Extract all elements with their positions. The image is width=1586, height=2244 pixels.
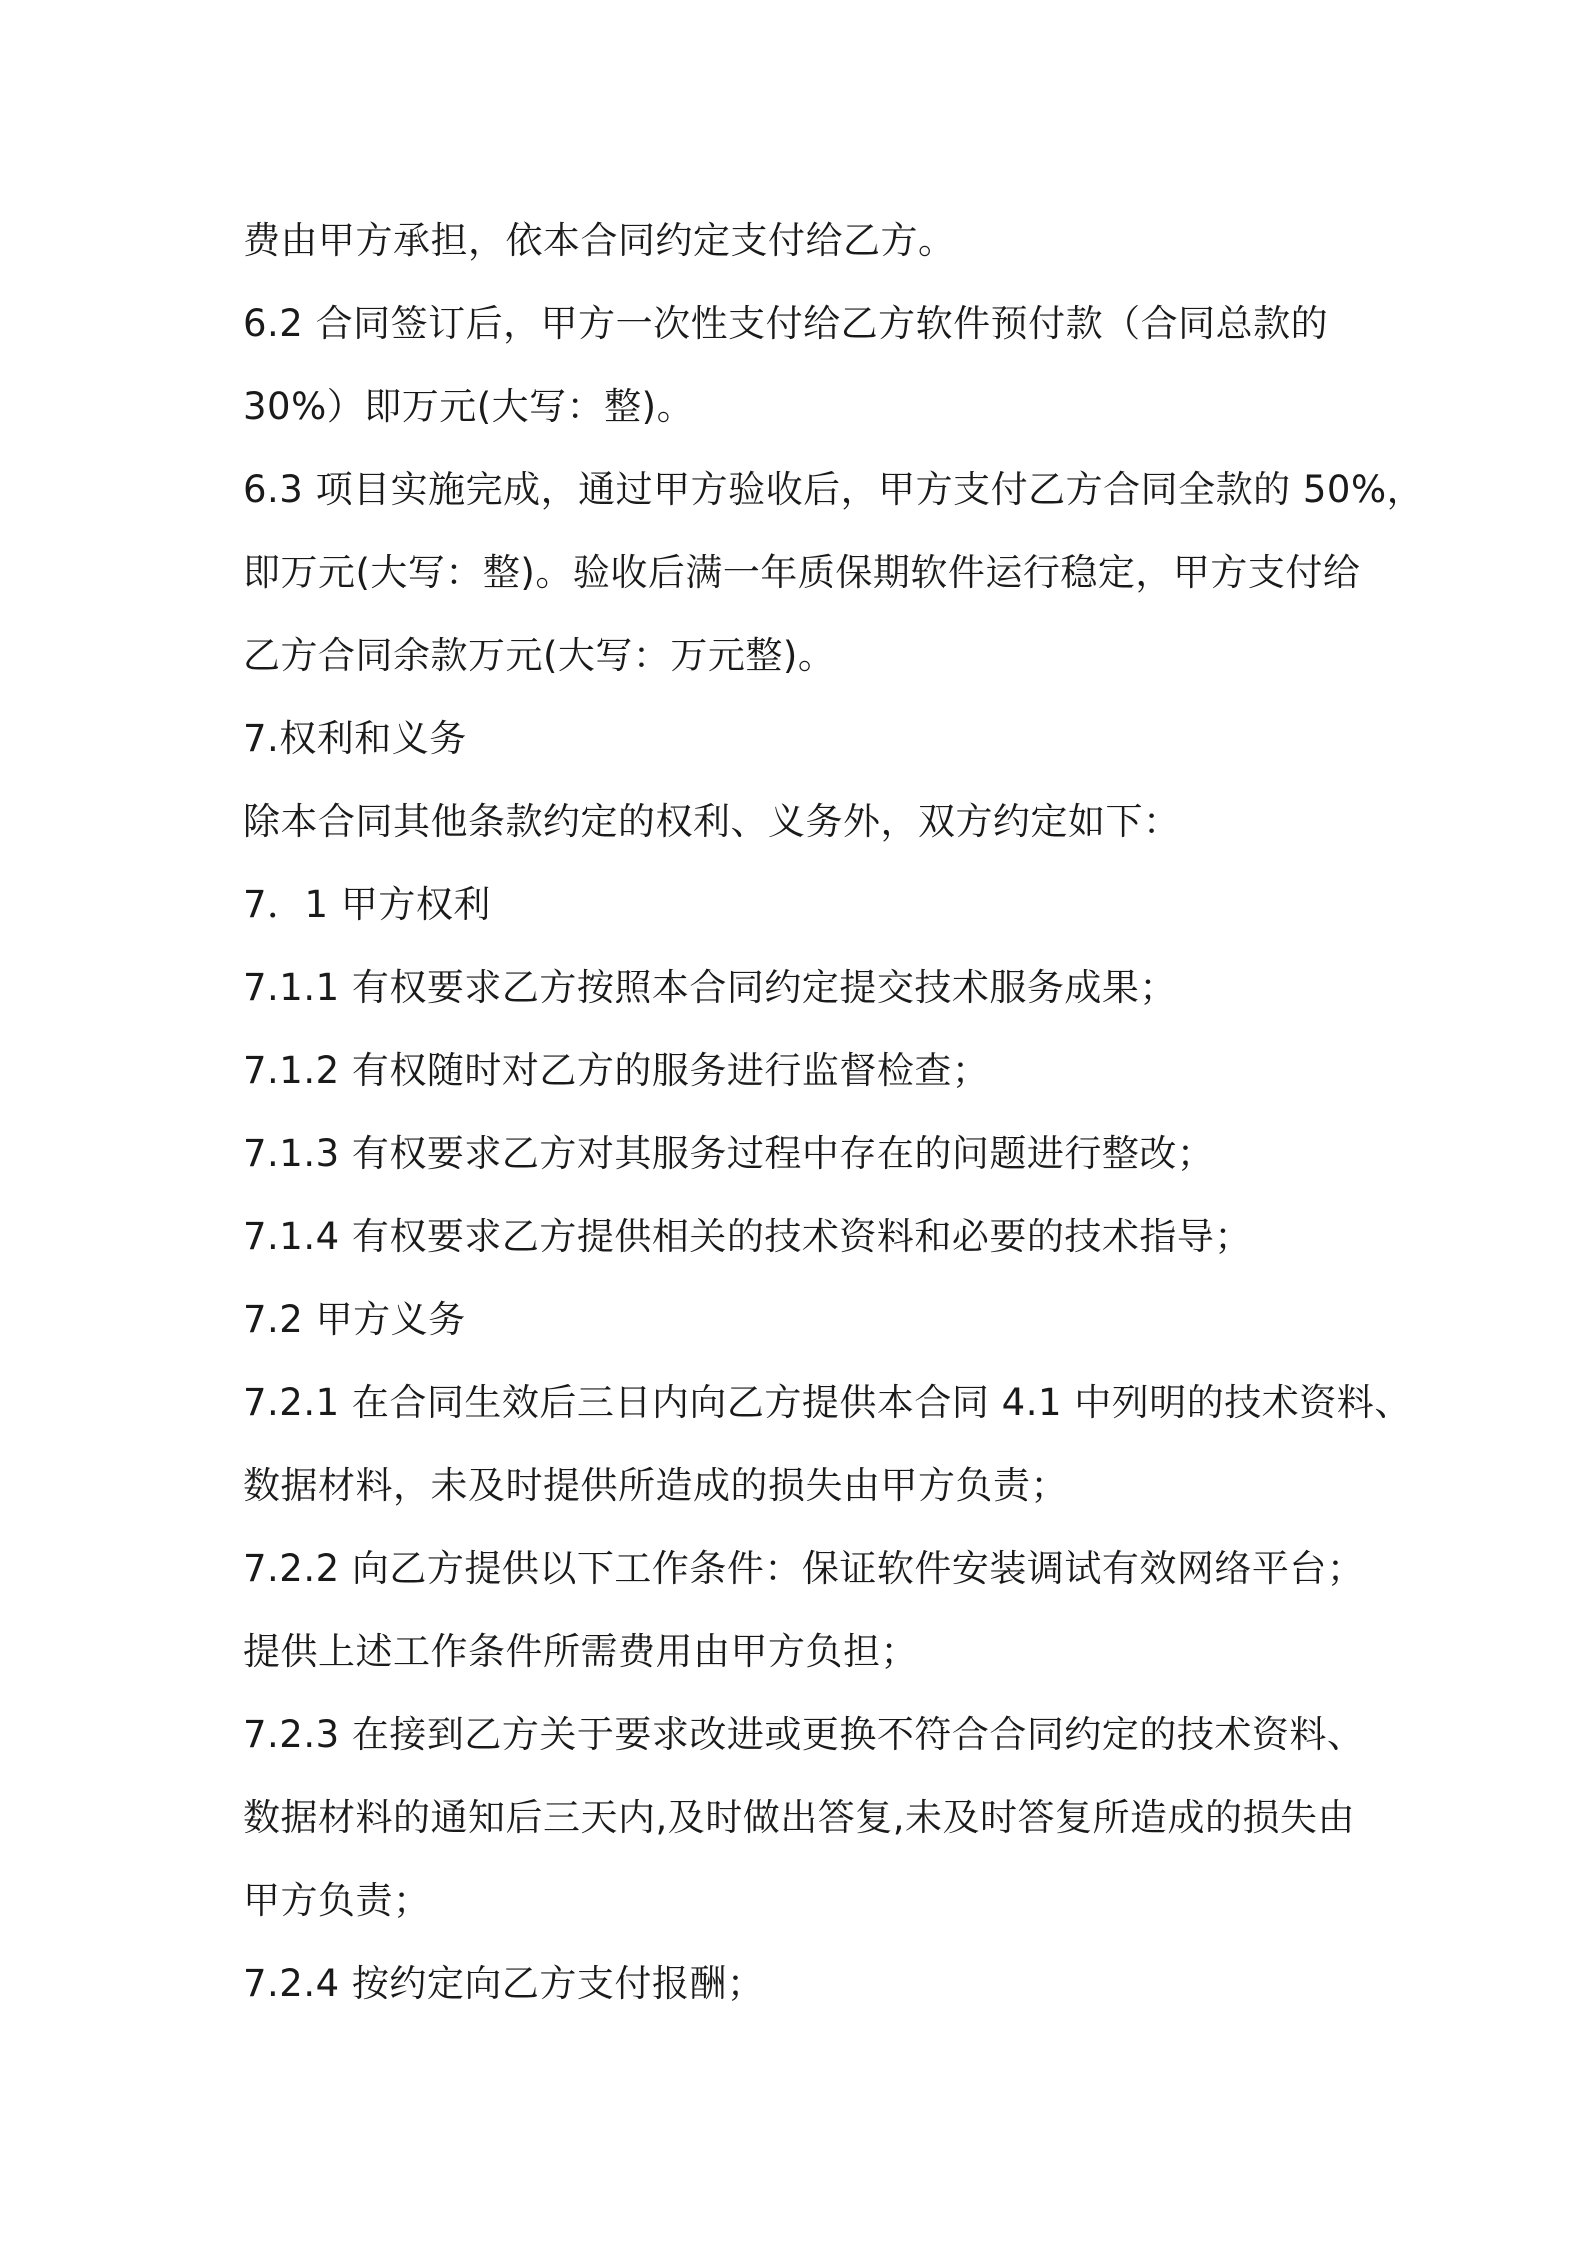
text-line: 数据材料，未及时提供所造成的损失由甲方负责； bbox=[243, 1464, 1068, 1507]
clause-item: 7.1.2 有权随时对乙方的服务进行监督检查； bbox=[243, 1049, 990, 1092]
text-line: 6.2 合同签订后，甲方一次性支付给乙方软件预付款（合同总款的 bbox=[243, 302, 1329, 345]
text-line: 费由甲方承担，依本合同约定支付给乙方。 bbox=[243, 219, 956, 262]
document-body bbox=[243, 199, 1425, 2025]
text-line: 除本合同其他条款约定的权利、义务外，双方约定如下： bbox=[243, 800, 1181, 843]
text-line: 甲方负责； bbox=[243, 1879, 431, 1922]
clause-item: 7.1.1 有权要求乙方按照本合同约定提交技术服务成果； bbox=[243, 966, 1177, 1009]
clause-item: 7.1.4 有权要求乙方提供相关的技术资料和必要的技术指导； bbox=[243, 1215, 1252, 1258]
text-line: 数据材料的通知后三天内,及时做出答复,未及时答复所造成的损失由 bbox=[243, 1796, 1356, 1839]
clause-item: 7.2.1 在合同生效后三日内向乙方提供本合同 4.1 中列明的技术资料、 bbox=[243, 1381, 1412, 1424]
text-line: 即万元(大写：整)。验收后满一年质保期软件运行稳定，甲方支付给 bbox=[243, 551, 1361, 594]
clause-item: 7.1.3 有权要求乙方对其服务过程中存在的问题进行整改； bbox=[243, 1132, 1215, 1175]
clause-item: 7.2.4 按约定向乙方支付报酬； bbox=[243, 1962, 765, 2005]
text-line: 提供上述工作条件所需费用由甲方负担； bbox=[243, 1630, 918, 1673]
text-line: 30%）即万元(大写：整)。 bbox=[243, 385, 695, 428]
clause-item: 7.2.2 向乙方提供以下工作条件：保证软件安装调试有效网络平台； bbox=[243, 1547, 1365, 1590]
clause-item: 7.2.3 在接到乙方关于要求改进或更换不符合合同约定的技术资料、 bbox=[243, 1713, 1365, 1756]
text-line: 6.3 项目实施完成，通过甲方验收后，甲方支付乙方合同全款的 50%， bbox=[243, 468, 1425, 511]
subsection-heading: 7.2 甲方义务 bbox=[243, 1298, 466, 1341]
text-line: 乙方合同余款万元(大写：万元整)。 bbox=[243, 634, 836, 677]
subsection-heading: 7．1 甲方权利 bbox=[243, 883, 491, 926]
section-heading: 7.权利和义务 bbox=[243, 717, 467, 760]
